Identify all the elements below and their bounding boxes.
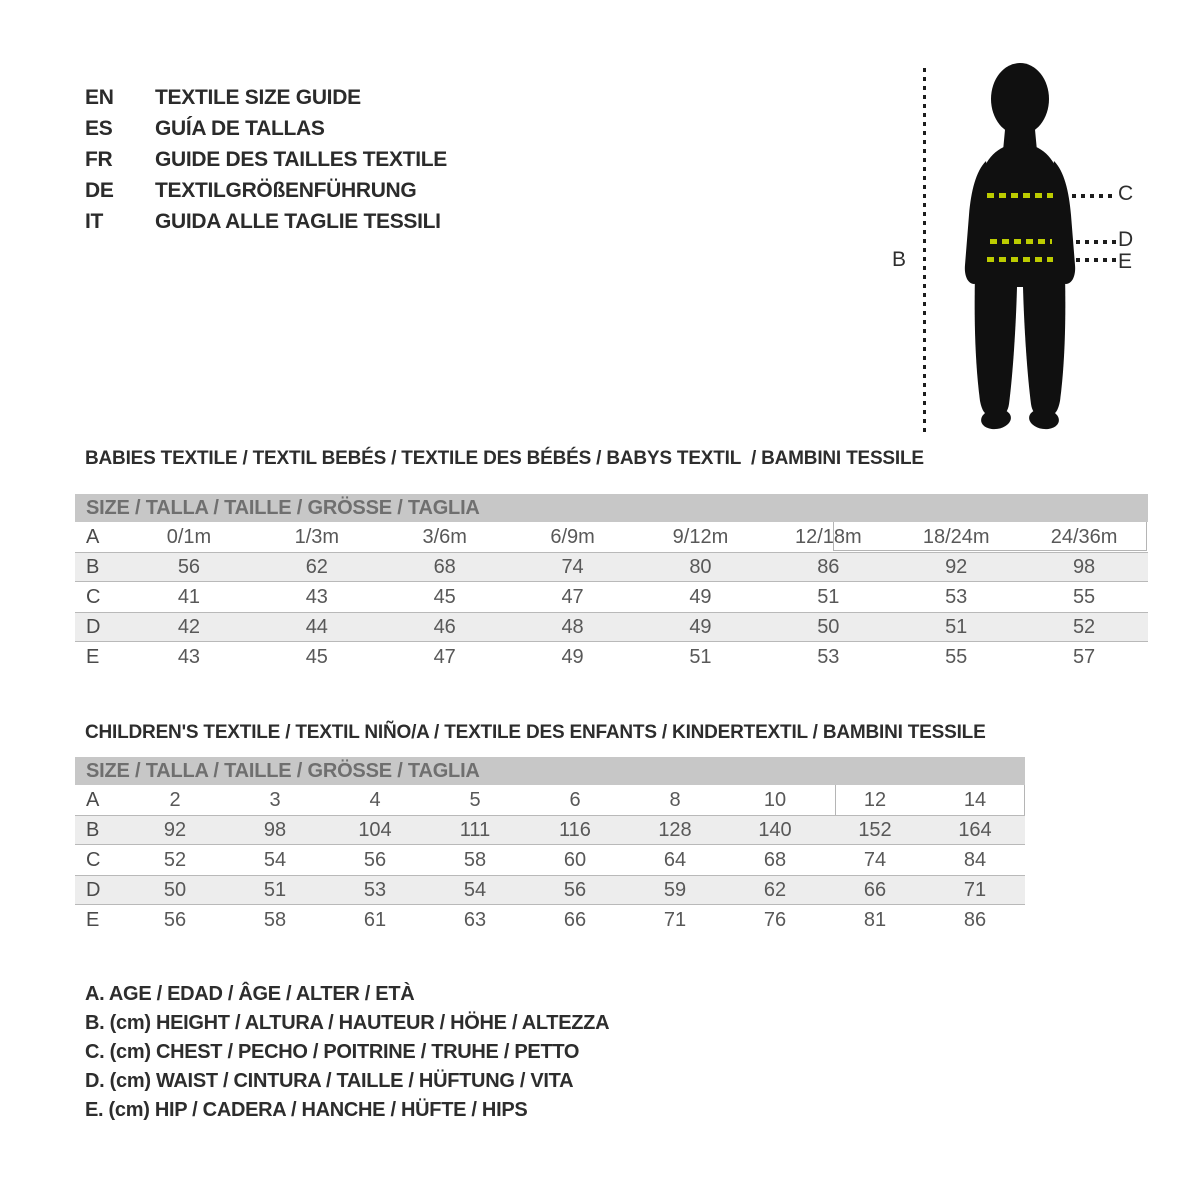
table-row-D [75, 612, 1148, 642]
table-cell: 56 [177, 555, 201, 578]
table-cell: 46 [433, 615, 456, 638]
language-guide-title: TEXTILGRÖßENFÜHRUNG [155, 178, 417, 202]
table-cell: 0/1m [166, 525, 212, 548]
table-cell: 51 [817, 585, 840, 608]
chest-dot-connector [1072, 194, 1116, 198]
table-cell: 6 [569, 788, 581, 811]
size-header-bar: SIZE / TALLA / TAILLE / GRÖSSE / TAGLIA [75, 494, 1148, 522]
table-row-D [75, 875, 1025, 905]
language-guide-title: GUIDE DES TAILLES TEXTILE [155, 147, 447, 171]
language-guide-title: GUIDA ALLE TAGLIE TESSILI [155, 209, 441, 233]
measurement-legend [85, 980, 609, 1125]
table-cell: 116 [559, 818, 591, 841]
table-cell: 12 [863, 788, 887, 811]
row-label: B [86, 818, 100, 841]
table-cell: 54 [263, 848, 287, 871]
table-cell: 98 [1072, 555, 1096, 578]
language-row [85, 206, 447, 237]
table-cell: 63 [463, 908, 487, 931]
table-cell: 8 [669, 788, 681, 811]
table-cell: 56 [363, 848, 387, 871]
legend-line: C. (cm) CHEST / PECHO / POITRINE / TRUHE / PETTO [85, 1041, 580, 1063]
table-cell: 71 [963, 878, 987, 901]
table-cell: 52 [1072, 615, 1096, 638]
table-row-B [75, 552, 1148, 582]
table-cell: 60 [563, 848, 587, 871]
table-row-B [75, 815, 1025, 845]
table-cell: 51 [945, 615, 968, 638]
child-silhouette-icon [960, 63, 1080, 431]
table-row-E [75, 642, 1148, 672]
babies-size-table [75, 494, 1148, 672]
table-cell: 53 [363, 878, 387, 901]
table-cell: 58 [263, 908, 287, 931]
table-cell: 47 [433, 645, 456, 668]
table-cell: 74 [863, 848, 887, 871]
table-cell: 6/9m [550, 525, 595, 548]
table-cell: 62 [305, 555, 328, 578]
table-cell: 2 [169, 788, 181, 811]
table-cell: 12/18m [794, 525, 862, 548]
table-cell: 52 [163, 848, 187, 871]
table-cell: 152 [858, 818, 892, 841]
language-code: EN [85, 85, 114, 109]
table-cell: 59 [663, 878, 687, 901]
table-row-C [75, 582, 1148, 612]
row-label: D [86, 878, 101, 901]
table-cell: 1/3m [294, 525, 340, 548]
table-cell: 50 [163, 878, 187, 901]
table-cell: 51 [263, 878, 287, 901]
height-measure-dotted-line [923, 68, 926, 432]
table-cell: 50 [817, 615, 840, 638]
hip-dash-line [987, 257, 1053, 262]
table-cell: 3/6m [422, 525, 467, 548]
row-label: A [86, 788, 100, 811]
table-cell: 3 [269, 788, 281, 811]
table-cell: 18/24m [922, 525, 990, 548]
row-label: D [86, 615, 101, 638]
table-cell: 49 [689, 585, 712, 608]
babies-section-title: BABIES TEXTILE / TEXTIL BEBÉS / TEXTILE DES BÉBÉS / BABYS TEXTIL / BAMBINI TESSILE [85, 448, 924, 469]
table-cell: 98 [263, 818, 287, 841]
language-row [85, 175, 447, 206]
table-cell: 80 [689, 555, 712, 578]
table-cell: 4 [369, 788, 381, 811]
table-cell: 68 [433, 555, 456, 578]
table-cell: 53 [817, 645, 840, 668]
table-cell: 55 [945, 645, 968, 668]
table-cell: 64 [663, 848, 687, 871]
table-cell: 57 [1072, 645, 1096, 668]
table-cell: 10 [763, 788, 787, 811]
row-label: E [86, 645, 100, 668]
table-cell: 111 [459, 818, 491, 841]
table-cell: 42 [177, 615, 201, 638]
table-cell: 48 [561, 615, 584, 638]
table-cell: 84 [963, 848, 987, 871]
table-cell: 86 [963, 908, 987, 931]
table-row-C [75, 845, 1025, 875]
waist-label: D [1118, 228, 1134, 251]
table-cell: 56 [563, 878, 587, 901]
table-cell: 44 [305, 615, 328, 638]
table-cell: 76 [763, 908, 787, 931]
language-row [85, 113, 447, 144]
height-label: B [892, 248, 907, 271]
table-cell: 56 [163, 908, 187, 931]
table-cell: 5 [469, 788, 481, 811]
table-cell: 49 [561, 645, 584, 668]
legend-line: B. (cm) HEIGHT / ALTURA / HAUTEUR / HÖHE / ALTEZZA [85, 1012, 610, 1034]
language-code: DE [85, 178, 114, 202]
table-cell: 66 [563, 908, 587, 931]
table-row-E [75, 905, 1025, 935]
language-guide-title: TEXTILE SIZE GUIDE [155, 85, 361, 109]
language-row [85, 144, 447, 175]
table-cell: 51 [689, 645, 712, 668]
language-row [85, 82, 447, 113]
row-label: A [86, 525, 100, 548]
legend-line: A. AGE / EDAD / ÂGE / ALTER / ETÀ [85, 983, 415, 1005]
table-cell: 14 [963, 788, 987, 811]
table-cell: 58 [463, 848, 487, 871]
table-cell: 104 [358, 818, 392, 841]
table-row-A [75, 785, 1025, 815]
size-header-bar: SIZE / TALLA / TAILLE / GRÖSSE / TAGLIA [75, 757, 1025, 785]
table-cell: 61 [363, 908, 387, 931]
table-cell: 55 [1072, 585, 1096, 608]
row-label: B [86, 555, 100, 578]
table-cell: 53 [945, 585, 968, 608]
table-cell: 71 [663, 908, 687, 931]
table-cell: 92 [163, 818, 187, 841]
table-cell: 45 [305, 645, 328, 668]
table-row-A [75, 522, 1148, 552]
table-cell: 92 [945, 555, 968, 578]
table-cell: 43 [177, 645, 201, 668]
legend-line: E. (cm) HIP / CADERA / HANCHE / HÜFTE / HIPS [85, 1099, 528, 1121]
row-label: C [86, 585, 101, 608]
table-cell: 49 [689, 615, 712, 638]
language-title-list [85, 82, 447, 237]
table-cell: 9/12m [672, 525, 729, 548]
waist-dash-line [990, 239, 1052, 244]
table-cell: 128 [658, 818, 692, 841]
language-code: IT [85, 209, 104, 233]
table-cell: 164 [958, 818, 992, 841]
table-cell: 45 [433, 585, 456, 608]
row-label: E [86, 908, 100, 931]
children-size-table [75, 757, 1025, 935]
table-cell: 81 [863, 908, 887, 931]
table-cell: 140 [758, 818, 792, 841]
chest-dash-line [987, 193, 1053, 198]
chest-label: C [1118, 182, 1134, 205]
table-cell: 86 [817, 555, 840, 578]
children-section-title: CHILDREN'S TEXTILE / TEXTIL NIÑO/A / TEXTILE DES ENFANTS / KINDERTEXTIL / BAMBINI TESSILE [85, 722, 986, 743]
child-silhouette-figure [890, 60, 1170, 440]
language-guide-title: GUÍA DE TALLAS [155, 116, 325, 140]
waist-dot-connector [1076, 240, 1116, 244]
table-cell: 54 [463, 878, 487, 901]
table-cell: 24/36m [1050, 525, 1118, 548]
language-code: FR [85, 147, 113, 171]
hip-dot-connector [1076, 258, 1116, 262]
table-cell: 43 [305, 585, 328, 608]
table-cell: 41 [177, 585, 201, 608]
table-cell: 62 [763, 878, 787, 901]
language-code: ES [85, 116, 113, 140]
table-cell: 66 [863, 878, 887, 901]
table-cell: 47 [561, 585, 584, 608]
table-cell: 74 [561, 555, 584, 578]
table-cell: 68 [763, 848, 787, 871]
hip-label: E [1118, 250, 1133, 273]
legend-line: D. (cm) WAIST / CINTURA / TAILLE / HÜFTUNG / VITA [85, 1070, 574, 1092]
row-label: C [86, 848, 101, 871]
